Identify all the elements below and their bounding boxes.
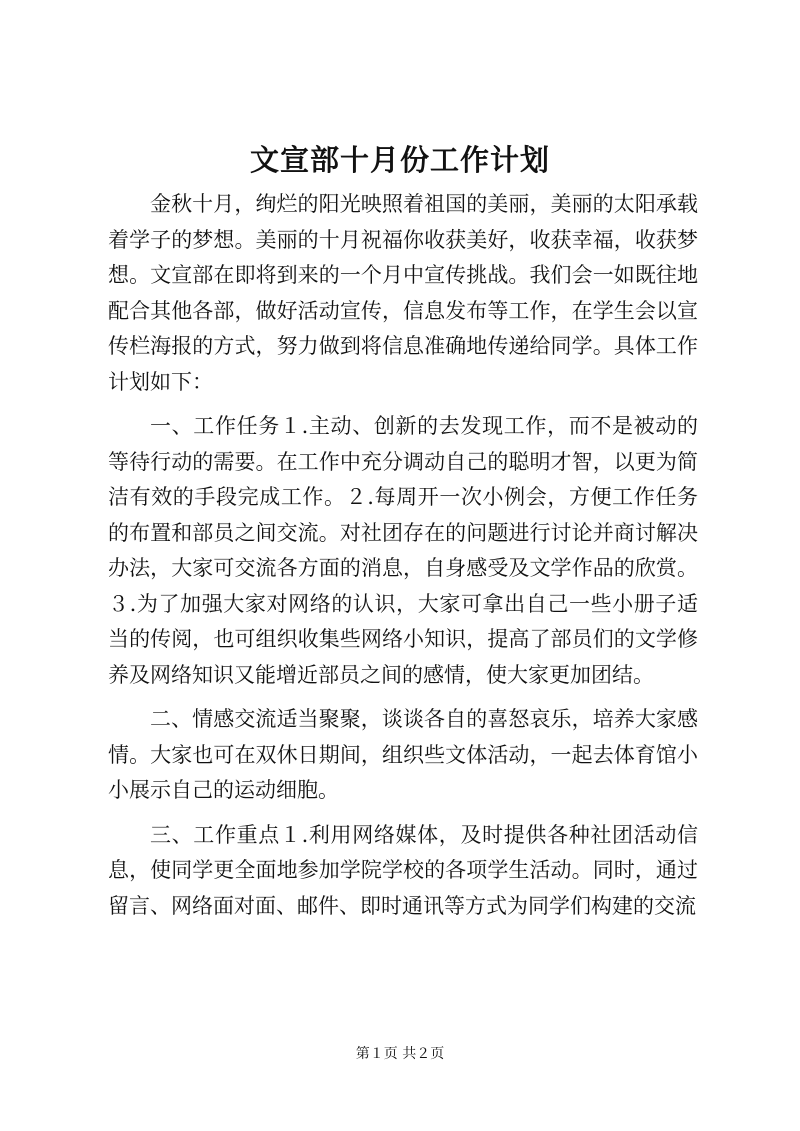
page-footer: 第１页 共２页 xyxy=(355,1046,445,1062)
paragraph-work-focus: 三、工作重点１.利用网络媒体，及时提供各种社团活动信息，使同学更全面地参加学院学校的各项学生活动。同时，通过留言、网络面对面、邮件、即时通讯等方式为同学们构建的交流 xyxy=(108,822,698,918)
paragraph-emotional-exchange: 二、情感交流适当聚聚，谈谈各自的喜怒哀乐，培养大家感情。大家也可在双休日期间，组织些文体活动，一起去体育馆小小展示自己的运动细胞。 xyxy=(108,707,698,802)
paragraph-intro: 金秋十月，绚烂的阳光映照着祖国的美丽，美丽的太阳承载着学子的梦想。美丽的十月祝福你收获美好，收获幸福，收获梦想。文宣部在即将到来的一个月中宣传挑战。我们会一如既往地配合其他各部，做好活动宣传，信息发布等工作，在学生会以宣传栏海报的方式，努力做到将信息准确地传递给同学。具体工作计划如下： xyxy=(108,192,698,394)
document-body xyxy=(108,187,698,924)
paragraph-work-tasks: 一、工作任务１.主动、创新的去发现工作，而不是被动的等待行动的需要。在工作中充分调动自己的聪明才智，以更为简洁有效的手段完成工作。２.每周开一次小例会，方便工作任务的布置和部员之间交流。对社团存在的问题进行讨论并商讨解决办法，大家可交流各方面的消息，自身感受及文学作品的欣赏。３.为了加强大家对网络的认识，大家可拿出自己一些小册子适当的传阅，也可组织收集些网络小知识，提高了部员们的文学修养及网络知识又能增近部员之间的感情，使大家更加团结。 xyxy=(108,414,698,687)
document-title: 文宣部十月份工作计划 xyxy=(249,143,550,177)
